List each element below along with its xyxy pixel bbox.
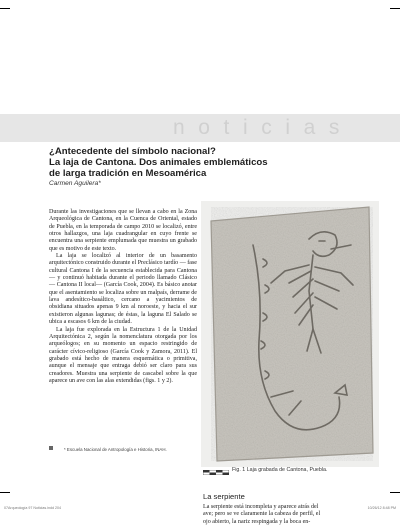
article-author: Carmen Aguilera* xyxy=(49,180,101,187)
crop-mark xyxy=(390,8,400,9)
stone-slab-photo xyxy=(201,201,379,467)
crop-mark xyxy=(390,492,400,493)
subsection-line: La serpiente está incompleta y aparece atrás del xyxy=(203,504,319,510)
footnote-marker xyxy=(49,446,53,450)
title-line: ¿Antecedente del símbolo nacional? xyxy=(49,146,216,157)
crop-mark xyxy=(0,492,10,493)
body-paragraph: Durante las investigaciones que se llevan a cabo en la Zona Arqueológica de Cantona, en la Cuenca de Oriental, estado de Puebla, en la temporada de campo 2010 se localizó, entre otros hallazgos, una laja cuadrangular en cuyo frente se encuentra una serpiente emplumada que muestra un grabado que es motivo de este texto. xyxy=(49,209,197,252)
section-banner-label: noticias xyxy=(173,116,354,139)
title-line: La laja de Cantona. Dos animales emblemáticos xyxy=(49,157,268,168)
crop-mark xyxy=(0,8,10,9)
scale-bar xyxy=(203,470,229,475)
print-footer xyxy=(0,500,400,511)
subsection-heading: La serpiente xyxy=(203,492,245,501)
footer-file-info: 07Arqueología 97 Noticias.indd 204 xyxy=(4,506,61,510)
subsection-line: ojo abierto, la nariz respingada y la boca en- xyxy=(203,518,311,525)
body-column xyxy=(49,209,197,385)
body-paragraph: La laja se localizó al interior de un basamento arquitectónico construido durante el Preclásico tardío — fase cultural Cantona I de la secuencia establecida para Cantona— y continuó habitada durante el periodo llamado Clásico — Cantona II local— (García Cook, 2004). Es básico anotar que el asentamiento se localiza sobre un malpaís, derrame de lava andesítico-basáltico, cercano a yacimientos de obsidiana situados apenas 9 km al noroeste, y hacia el sur existieron algunas lagunas; de éstas, la laguna El Salado se ubica a escasos 6 km de la ciudad. xyxy=(49,253,197,326)
subsection-line: ave; pero se ve claramente la cabeza de perfil, el xyxy=(203,511,321,518)
footnote: * Escuela Nacional de Antropología e Historia, INAH. xyxy=(64,447,167,452)
figure-caption: Fig. 1 Laja grabada de Cantona, Puebla. xyxy=(232,467,328,473)
article-title xyxy=(49,146,359,179)
body-paragraph: La laja fue explorada en la Estructura 1 de la Unidad Arquitectónica 2, según la nomenclatura otorgada por los arqueólogos; en su momento un espacio restringido de carácter cívico-religioso (García Cook y Zamora, 2011). El grabado está hecho de manera esquemática o primitiva, aunque el mensaje que entraga debió ser claro para sus creadores. Muestra una serpiente de cascabel sobre la que aparece un ave con las alas extendidas (figs. 1 y 2). xyxy=(49,326,197,384)
title-line: de larga tradición en Mesoamérica xyxy=(49,168,207,179)
footer-timestamp: 10/26/12 8:48 PM xyxy=(367,506,396,510)
